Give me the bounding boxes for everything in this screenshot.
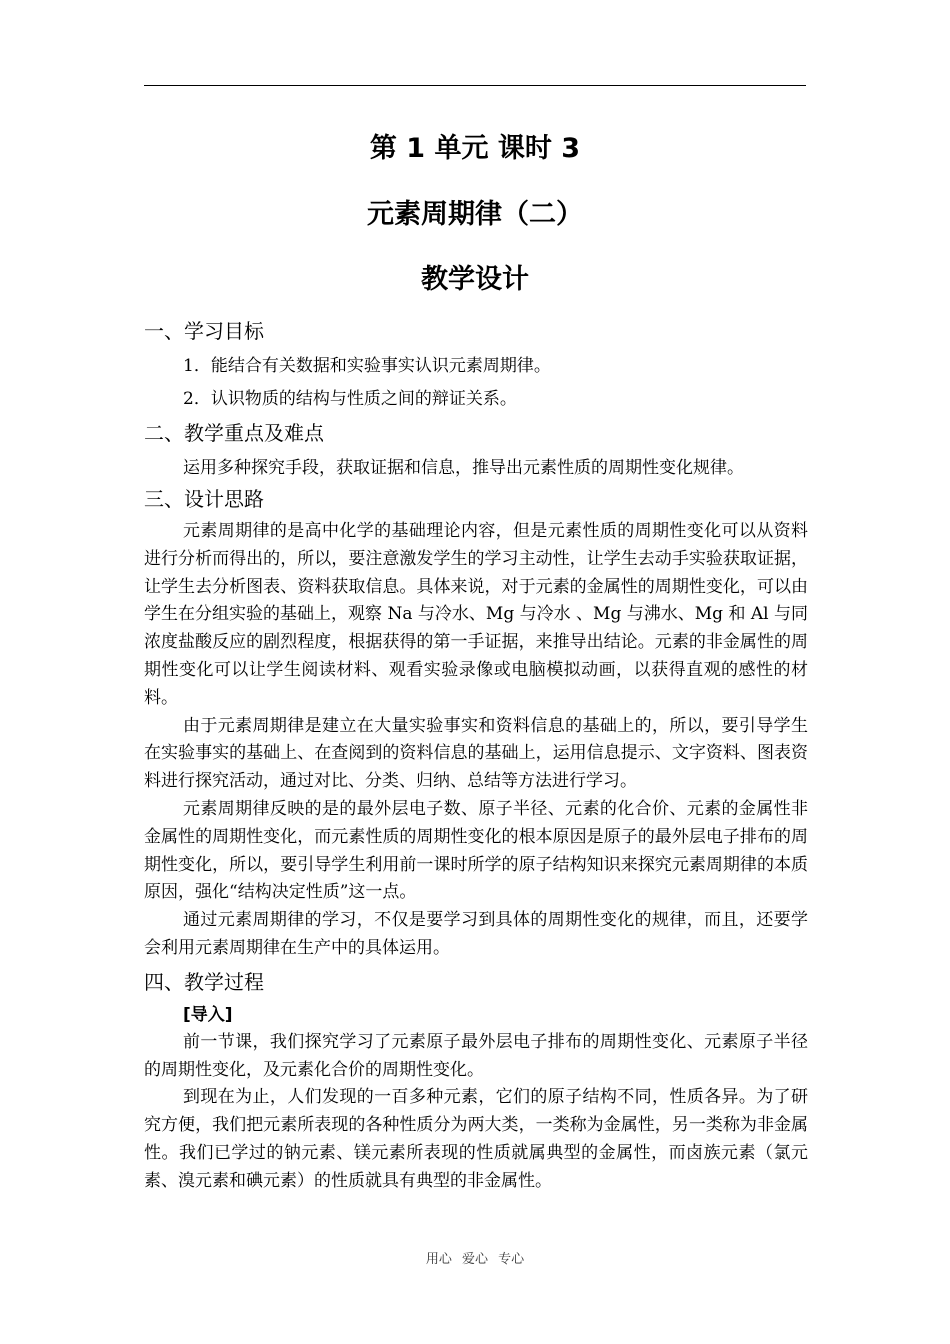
design-paragraph: 由于元素周期律是建立在大量实验事实和资料信息的基础上的，所以，要引导学生在实验事实的基础上、在查阅到的资料信息的基础上，运用信息提示、文字资料、图表资料进行探究活动，通过对比、分类、归纳、总结等方法进行学习。 xyxy=(144,715,808,792)
section-heading-objectives: 一、学习目标 xyxy=(144,319,264,343)
page-footer: 用心 爱心 专心 xyxy=(425,1252,525,1267)
section-heading-design-ideas: 三、设计思路 xyxy=(144,487,264,511)
section-heading-teaching-process: 四、教学过程 xyxy=(144,969,264,994)
title-unit-lesson: 第 1 单元 课时 3 xyxy=(369,133,581,164)
header-rule xyxy=(144,85,806,86)
key-points-paragraph: 运用多种探究手段，获取证据和信息，推导出元素性质的周期性变化规律。 xyxy=(183,458,744,478)
document-body xyxy=(144,316,808,1196)
section-heading-key-points: 二、教学重点及难点 xyxy=(144,421,324,445)
design-paragraph: 元素周期律反映的是的最外层电子数、原子半径、元素的化合价、元素的金属性非金属性的周期性变化，而元素性质的周期性变化的根本原因是原子的最外层电子排布的周期性变化，所以，要引导学生利用前一课时所学的原子结构知识来探究元素周期律的本质原因，强化“结构决定性质”这一点。 xyxy=(144,798,808,903)
design-paragraph: 元素周期律的是高中化学的基础理论内容，但是元素性质的周期性变化可以从资料进行分析而得出的，所以，要注意激发学生的学习主动性，让学生去动手实验获取证据，让学生去分析图表、资料获取信息。具体来说，对于元素的金属性的周期性变化，可以由学生在分组实验的基础上，观察 Na 与冷水、Mg 与冷水 、Mg 与沸水、Mg 和 Al 与同浓度盐酸反应的剧烈程度，根据获得的第一手证据，来推导出结论。元素的非金属性的周期性变化可以让学生阅读材料、观看实验录像或电脑模拟动画，以获得直观的感性的材料。 xyxy=(144,521,808,708)
objective-item: 2．认识物质的结构与性质之间的辩证关系。 xyxy=(183,389,517,409)
intro-label: [导入] xyxy=(183,1004,233,1025)
title-design: 教学设计 xyxy=(421,264,529,295)
design-paragraph: 通过元素周期律的学习，不仅是要学习到具体的周期性变化的规律，而且，还要学会利用元素周期律在生产中的具体运用。 xyxy=(144,910,808,958)
process-paragraph: 到现在为止，人们发现的一百多种元素，它们的原子结构不同，性质各异。为了研究方便，我们把元素所表现的各种性质分为两大类，一类称为金属性，另一类称为非金属性。我们已学过的钠元素、镁元素所表现的性质就属典型的金属性，而卤族元素（氯元素、溴元素和碘元素）的性质就具有典型的非金属性。 xyxy=(144,1087,808,1191)
process-paragraph: 前一节课，我们探究学习了元素原子最外层电子排布的周期性变化、元素原子半径的周期性变化，及元素化合价的周期性变化。 xyxy=(144,1031,808,1080)
objective-item: 1．能结合有关数据和实验事实认识元素周期律。 xyxy=(183,356,551,376)
title-topic: 元素周期律（二） xyxy=(367,199,583,230)
